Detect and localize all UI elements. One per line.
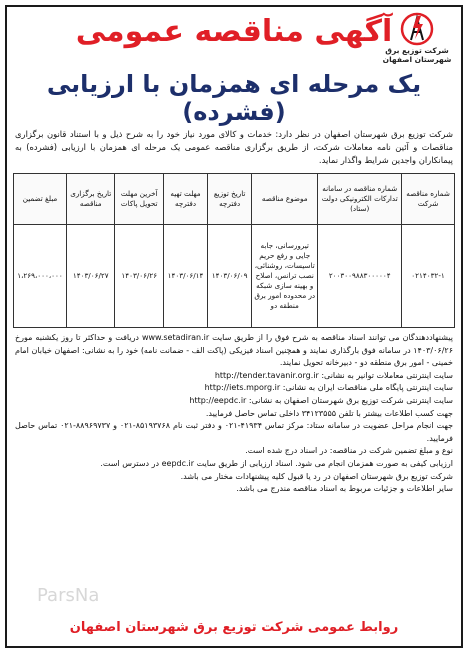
intro-paragraph: شرکت توزیع برق شهرستان اصفهان در نظر دارد: خدمات و کالای مورد نیاز خود را به شرح ذیل و با استناد قانون برگزاری مناقصات و آئین نامه معاملات شرکت، از طریق برگزاری مناقصه عمومی یک مرحله ای همزمان با ارزیابی (فشرده) به پیمانکاران واجدین شرایط واگذار نماید. [15,129,453,165]
footer-text: روابط عمومی شرکت توزیع برق شهرستان اصفهان [69,620,399,635]
header-submission-deadline: آخرین مهلت تحویل پاکات [115,174,164,225]
paragraph-contact: جهت کسب اطلاعات بیشتر با تلفن ۳۴۱۲۳۵۵۵ داخلی تماس حاصل فرمایید. [205,408,453,418]
cell-guarantee-amount: ۱،۲۶۹،۰۰۰،۰۰۰ [14,225,67,328]
header-setad-number: شماره مناقصه در سامانه تدارکات الکترونیکی دولت (ستاد) [318,174,402,225]
advertisement-frame [5,5,463,648]
header-opening-date: تاریخ برگزاری مناقصه [66,174,115,225]
cell-purchase-deadline: ۱۴۰۳/۰۶/۱۴ [163,225,207,328]
cell-opening-date: ۱۴۰۳/۰۶/۲۷ [66,225,115,328]
paragraph-rights: شرکت توزیع برق شهرستان اصفهان در رد یا قبول کلیه پیشنهادات مختار می باشد. [180,471,453,481]
cell-setad-number: ۲۰۰۳۰۰۹۸۸۳۰۰۰۰۰۴ [318,225,402,328]
footer [13,620,455,642]
site-line-tavanir [15,370,453,383]
body-text [13,332,455,496]
table-header-row [14,174,455,225]
cell-subject: تیرورسانی، جابه جایی و رفع حریم تاسیسات، روشنائی، نصب ترانس، اصلاح و بهینه سازی شبکه در محدوده امور برق منطقه دو [252,225,318,328]
header-guarantee-amount: مبلغ تضمین [14,174,67,225]
tender-table [13,173,455,328]
header [13,10,455,128]
site-label-iets: سایت اینترنتی پایگاه ملی مناقصات ایران به نشانی: [282,383,453,393]
header-tender-number: شماره مناقصه شرکت [402,174,455,225]
table-row [14,225,455,328]
cell-tender-number: ۰۲۱۴۰۳۲-۱ [402,225,455,328]
cell-submission-deadline: ۱۴۰۳/۰۶/۲۶ [115,225,164,328]
logo-line1: شرکت توزیع برق [385,46,449,55]
header-distribution-date: تاریخ توزیع دفترچه [208,174,252,225]
paragraph-submission: پیشنهاددهندگان می توانند اسناد مناقصه به شرح فوق را از طریق سایت www.setadiran.ir دریافت و حداکثر تا روز یکشنبه مورخ ۱۴۰۳/۰۶/۲۶ در سامانه فوق بارگذاری نمایند و همچنین اسناد فیزیکی (پاکت الف - ضمانت نامه) خود را به نشانی: اصفهان خیابان امام خمینی - امور برق منطقه دو - دبیرخانه تحویل نمایند. [15,333,453,368]
link-iets[interactable]: http://iets.mporg.ir [204,383,281,393]
logo-line2: شهرستان اصفهان [382,55,452,64]
cell-distribution-date: ۱۴۰۳/۰۶/۰۹ [208,225,252,328]
watermark-text: ParsNa [37,585,100,606]
page-title: آگهی مناقصه عمومی [75,14,393,49]
site-line-eepdc [15,395,453,408]
link-tavanir[interactable]: http://tender.tavanir.org.ir [214,370,319,380]
header-subject: موضوع مناقصه [252,174,318,225]
site-label-tavanir: سایت اینترنتی معاملات توانیر به نشانی: [321,370,453,380]
link-eepdc[interactable]: http://eepdc.ir [189,395,247,405]
site-line-iets [15,382,453,395]
paragraph-evaluation: ارزیابی کیفی به صورت همزمان انجام می شود. اسناد ارزیابی از طریق سایت eepdc.ir در دسترس است. [100,458,453,468]
paragraph-guarantee: نوع و مبلغ تضمین شرکت در مناقصه: در اسناد درج شده است. [245,446,453,456]
header-purchase-deadline: مهلت تهیه دفترچه [163,174,207,225]
site-label-eepdc: سایت اینترنتی شرکت توزیع برق شهرستان اصفهان به نشانی: [248,395,453,405]
page-subtitle: یک مرحله ای همزمان با ارزیابی (فشرده) [46,70,422,126]
paragraph-final: سایر اطلاعات و جزئیات مربوط به اسناد مناقصه مندرج می باشد. [236,484,453,494]
paragraph-setad: جهت انجام مراحل عضویت در سامانه ستاد: مرکز تماس ۴۱۹۳۴-۰۲۱ و دفتر ثبت نام ۸۵۱۹۳۷۶۸-۰۲۱ و ۸۸۹۶۹۷۳۷-۰۲۱ تماس حاصل فرمایید. [15,421,454,443]
